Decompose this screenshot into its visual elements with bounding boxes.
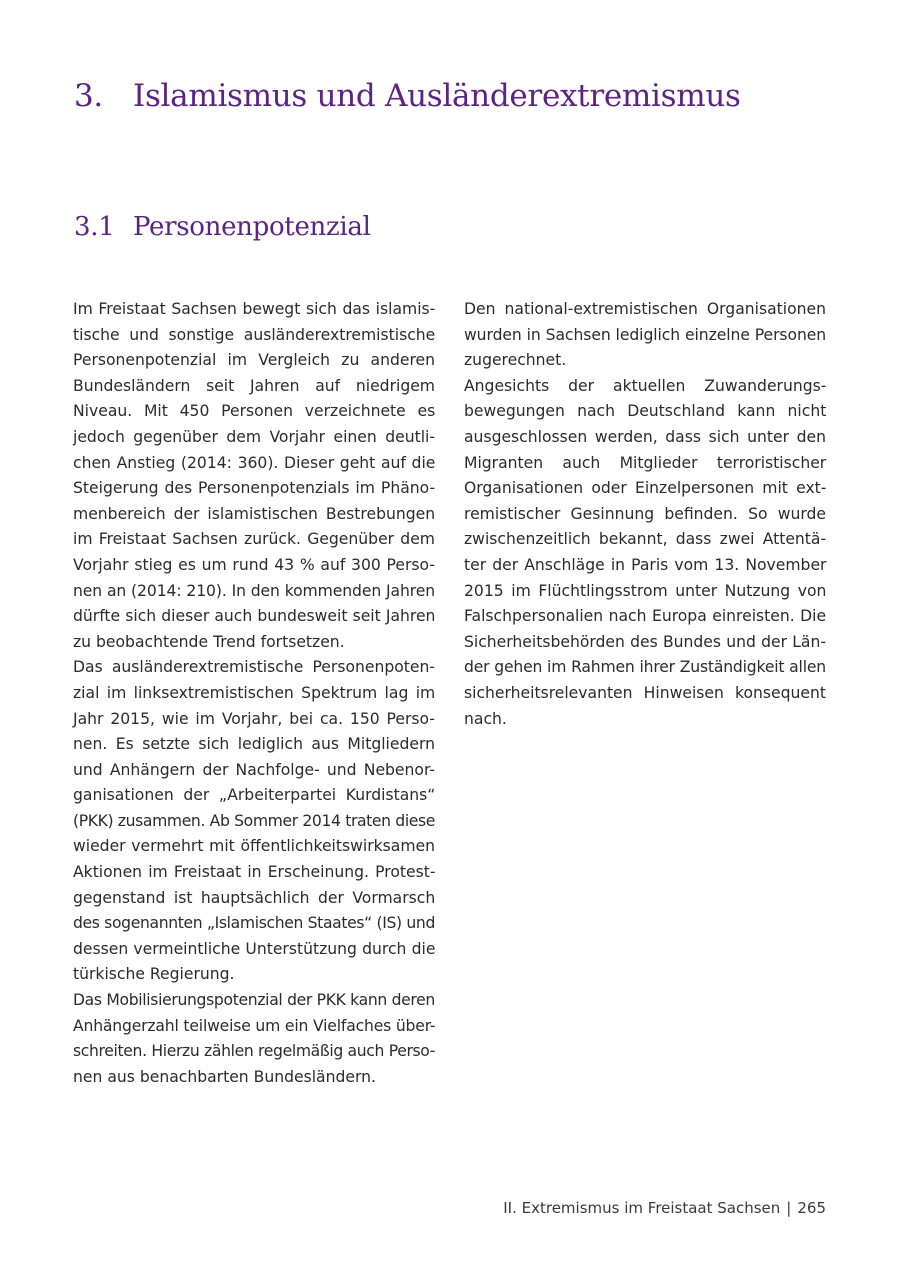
text-line: gegenstand ist hauptsächlich der Vormarsch xyxy=(73,888,436,907)
chapter-title: Islamismus und Ausländerextremismus xyxy=(133,78,741,114)
paragraph xyxy=(464,374,826,732)
text-line: zwischenzeitlich bekannt, dass zwei Attentä- xyxy=(464,530,827,549)
page-number: 265 xyxy=(797,1199,826,1217)
text-line: 2015 im Flüchtlingsstrom unter Nutzung von xyxy=(464,581,827,600)
text-line: nen. Es setzte sich lediglich aus Mitgliedern xyxy=(73,735,435,754)
text-line: Aktionen im Freistaat in Erscheinung. Protest- xyxy=(73,863,436,882)
text-line: Organisationen oder Einzelpersonen mit ext- xyxy=(464,479,827,498)
right-column xyxy=(464,297,826,732)
text-line: tische und sonstige ausländerextremistische xyxy=(73,325,436,344)
text-line: ter der Anschläge in Paris vom 13. November xyxy=(464,555,827,574)
text-line: nach. xyxy=(464,709,507,728)
text-line: zugerechnet. xyxy=(464,351,567,370)
text-line: Personenpotenzial im Vergleich zu anderen xyxy=(73,351,436,370)
paragraph xyxy=(73,988,435,1090)
text-line: Den national-extremistischen Organisationen xyxy=(464,300,826,318)
text-line: Steigerung des Personenpotenzials im Phäno- xyxy=(73,479,436,498)
text-line: sicherheitsrelevanten Hinweisen konsequent xyxy=(464,683,826,702)
text-line: schreiten. Hierzu zählen regelmäßig auch Perso- xyxy=(73,1042,436,1061)
left-column xyxy=(73,297,435,1090)
text-line: wieder vermehrt mit öffentlichkeitswirksamen xyxy=(73,837,435,856)
text-line: des sogenannten „Islamischen Staates“ (IS) und xyxy=(73,914,435,933)
text-line: ganisationen der „Arbeiterpartei Kurdistans“ xyxy=(73,786,436,805)
text-line: Niveau. Mit 450 Personen verzeichnete es xyxy=(73,402,436,421)
text-line: bewegungen nach Deutschland kann nicht xyxy=(464,402,827,421)
text-line: menbereich der islamistischen Bestrebungen xyxy=(73,504,436,523)
text-line: Falschpersonalien nach Europa einreisten. Die xyxy=(464,607,827,626)
footer-section-title: II. Extremismus im Freistaat Sachsen xyxy=(503,1199,781,1217)
text-line: Das Mobilisierungspotenzial der PKK kann deren xyxy=(73,991,435,1010)
paragraph xyxy=(73,297,435,655)
text-line: türkische Regierung. xyxy=(73,965,235,984)
text-line: Im Freistaat Sachsen bewegt sich das islamis- xyxy=(73,300,436,318)
text-line: nen an (2014: 210). In den kommenden Jahren xyxy=(73,581,436,600)
text-line: jedoch gegenüber dem Vorjahr einen deutli- xyxy=(73,427,435,446)
footer-separator: | xyxy=(786,1199,792,1217)
section-title: Personenpotenzial xyxy=(133,212,371,242)
text-line: wurden in Sachsen lediglich einzelne Personen xyxy=(464,325,827,344)
text-line: dürfte sich dieser auch bundesweit seit Jahren xyxy=(73,607,436,626)
text-line: im Freistaat Sachsen zurück. Gegenüber dem xyxy=(73,530,435,549)
text-line: Jahr 2015, wie im Vorjahr, bei ca. 150 Perso- xyxy=(73,709,435,728)
paragraph xyxy=(464,297,826,374)
text-line: Anhängerzahl teilweise um ein Vielfaches über- xyxy=(73,1016,436,1035)
text-line: Migranten auch Mitglieder terroristischer xyxy=(464,453,827,472)
section-heading xyxy=(74,212,371,242)
chapter-number: 3. xyxy=(74,78,103,114)
section-number: 3.1 xyxy=(74,212,115,242)
chapter-heading xyxy=(74,78,741,114)
text-line: zu beobachtende Trend fortsetzen. xyxy=(73,632,345,651)
page-footer xyxy=(503,1199,826,1217)
text-line: remistischer Gesinnung befinden. So wurde xyxy=(464,504,826,523)
text-line: Bundesländern seit Jahren auf niedrigem xyxy=(73,376,436,395)
text-line: und Anhängern der Nachfolge- und Nebenor- xyxy=(73,760,435,779)
text-line: Vorjahr stieg es um rund 43 % auf 300 Perso- xyxy=(73,555,435,574)
text-line: Sicherheitsbehörden des Bundes und der Län- xyxy=(464,632,826,651)
paragraph xyxy=(73,655,435,988)
text-line: (PKK) zusammen. Ab Sommer 2014 traten diese xyxy=(73,811,435,830)
text-line: nen aus benachbarten Bundesländern. xyxy=(73,1067,376,1086)
text-line: der gehen im Rahmen ihrer Zuständigkeit allen xyxy=(464,658,826,677)
text-line: chen Anstieg (2014: 360). Dieser geht auf die xyxy=(73,453,436,472)
text-line: Angesichts der aktuellen Zuwanderungs- xyxy=(464,376,827,395)
text-line: zial im linksextremistischen Spektrum lag im xyxy=(73,683,436,702)
text-line: ausgeschlossen werden, dass sich unter den xyxy=(464,427,826,446)
text-line: dessen vermeintliche Unterstützung durch die xyxy=(73,939,436,958)
text-line: Das ausländerextremistische Personenpoten- xyxy=(73,658,435,677)
